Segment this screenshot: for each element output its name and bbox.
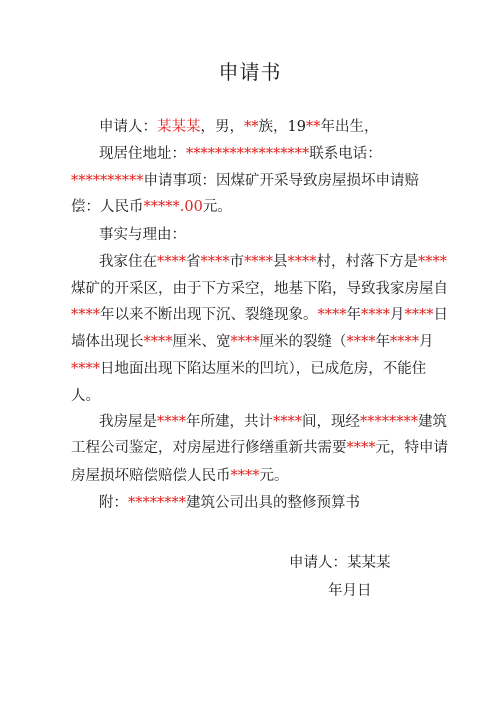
placeholder-text: **** (404, 307, 434, 323)
text-segment: 申请人：某某某 (289, 555, 391, 571)
placeholder-text: **** (230, 468, 260, 484)
text-line (0, 305, 500, 325)
text-segment: 建筑 (418, 414, 447, 430)
text-segment: 年出生， (320, 119, 379, 135)
placeholder-text: **** (418, 254, 447, 270)
text-segment: 市 (229, 254, 244, 270)
text-line (0, 144, 500, 164)
text-line (0, 581, 500, 601)
text-line (0, 225, 500, 245)
text-segment: 县 (273, 254, 288, 270)
placeholder-text: **** (71, 361, 100, 377)
text-line (0, 493, 500, 513)
text-segment: 元。 (202, 199, 232, 215)
text-segment: 年所建，共计 (186, 414, 273, 430)
text-segment: 厘米的裂缝（ (259, 334, 347, 350)
placeholder-text: **** (346, 440, 376, 456)
placeholder-text: **** (287, 254, 317, 270)
text-segment: 年 (346, 307, 361, 323)
text-line (0, 197, 500, 217)
text-line (0, 171, 500, 191)
placeholder-text: **** (390, 334, 419, 350)
text-segment: 我房屋是 (99, 414, 157, 430)
text-segment: 省 (186, 254, 201, 270)
text-segment: 墙体出现长 (71, 334, 144, 350)
text-segment: 元，特申请 (375, 440, 448, 456)
text-segment: 村，村落下方是 (316, 254, 418, 270)
text-segment: 现居住地址： (99, 146, 186, 162)
text-segment: 人。 (71, 388, 100, 404)
text-segment: 厘米、宽 (172, 334, 231, 350)
text-segment: 煤矿的开采区，由于下方采空，地基下陷，导致我家房屋自 (71, 281, 448, 297)
text-segment: 间，现经 (302, 414, 360, 430)
placeholder-text: **** (200, 254, 230, 270)
text-line (0, 412, 500, 432)
text-segment: 工程公司鉴定，对房屋进行修缮重新共需要 (71, 440, 347, 456)
text-segment: 建筑公司出具的整修预算书 (186, 495, 360, 511)
text-segment: 联系电话： (309, 146, 382, 162)
placeholder-text: **** (346, 334, 376, 350)
placeholder-text: ** (244, 119, 259, 135)
text-line (0, 466, 500, 486)
text-segment: 我家住在 (99, 254, 157, 270)
document-title: 申请书 (218, 60, 282, 84)
placeholder-text: **** (157, 254, 186, 270)
text-line (0, 359, 500, 379)
text-segment: 族，19 (258, 119, 306, 135)
placeholder-text: ** (305, 119, 321, 135)
text-line (0, 252, 500, 272)
text-segment: 年月日 (328, 583, 372, 599)
placeholder-text: **** (230, 334, 260, 350)
text-line (0, 438, 500, 458)
placeholder-text: **** (143, 334, 173, 350)
text-segment: 申请事项：因煤矿开采导致房屋损坏申请赔 (143, 173, 419, 189)
placeholder-text: **** (244, 254, 273, 270)
text-segment: 事实与理由： (99, 227, 186, 243)
text-line (0, 117, 500, 137)
placeholder-text: *****.00 (143, 199, 203, 215)
text-segment: 日 (433, 307, 448, 323)
placeholder-text: **** (273, 414, 302, 430)
text-segment: 附： (99, 495, 128, 511)
text-line (0, 279, 500, 299)
text-segment: 年以来不断出现下沉、裂缝现象。 (100, 307, 318, 323)
placeholder-text: **** (317, 307, 347, 323)
text-segment: 年 (375, 334, 390, 350)
text-segment: ，男， (200, 119, 244, 135)
text-segment: 申请人： (99, 119, 157, 135)
text-segment: 日地面出现下陷达厘米的凹坑），已成危房，不能住 (100, 361, 427, 377)
text-segment: 房屋损坏赔偿赔偿人民币 (71, 468, 231, 484)
text-segment: 偿：人民币 (71, 199, 144, 215)
placeholder-text: **** (361, 307, 390, 323)
text-line (0, 386, 500, 406)
text-line (0, 553, 500, 573)
placeholder-text: 某某某 (157, 119, 201, 135)
text-segment: 月 (419, 334, 434, 350)
text-line (0, 332, 500, 352)
placeholder-text: ********** (71, 173, 144, 189)
placeholder-text: **** (71, 307, 100, 323)
placeholder-text: **** (157, 414, 186, 430)
placeholder-text: ***************** (186, 146, 310, 162)
placeholder-text: ******** (360, 414, 418, 430)
text-segment: 月 (390, 307, 405, 323)
text-segment: 元。 (259, 468, 289, 484)
placeholder-text: ******** (128, 495, 186, 511)
